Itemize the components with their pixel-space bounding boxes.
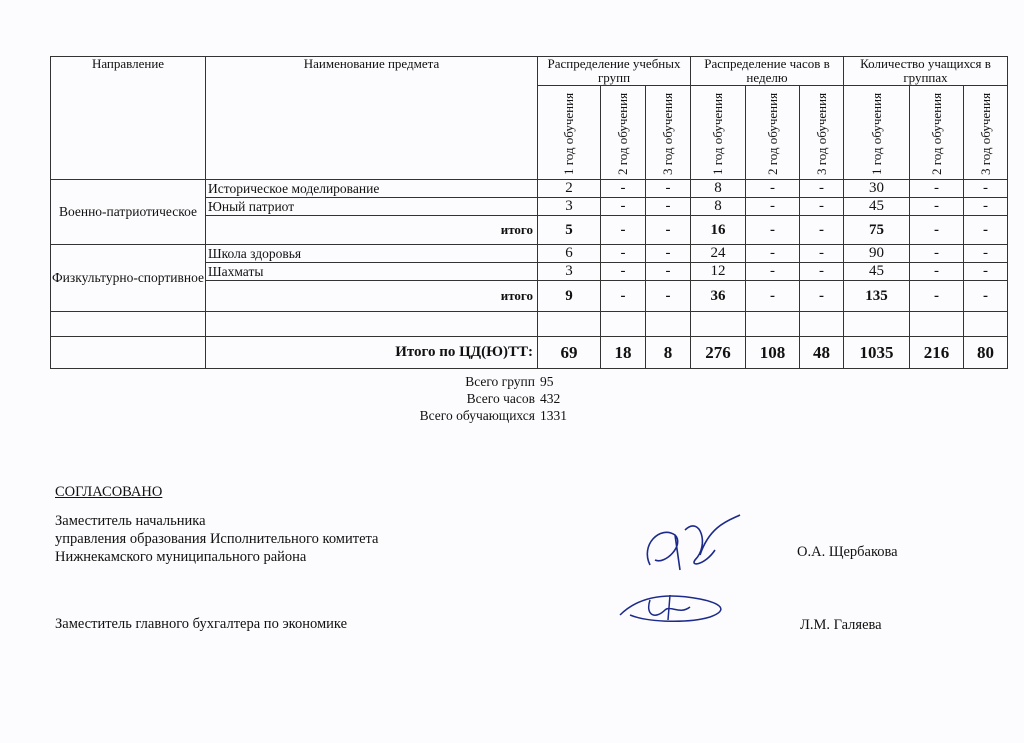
value-cell: 45 — [844, 198, 910, 216]
signature-2-icon — [610, 585, 740, 635]
empty-cell — [964, 312, 1008, 337]
value-cell: - — [964, 198, 1008, 216]
value-cell: - — [910, 281, 964, 312]
subject-cell: Школа здоровья — [206, 245, 538, 263]
value-cell: 30 — [844, 180, 910, 198]
header-year-2 — [746, 86, 800, 180]
position1-line1: Заместитель начальника — [55, 513, 206, 529]
value-cell: - — [746, 180, 800, 198]
header-year-2 — [601, 86, 646, 180]
summary-value: 1331 — [540, 408, 567, 423]
grand-total-row — [51, 337, 1008, 369]
summary-label: Всего обучающихся — [419, 408, 535, 423]
value-cell: - — [646, 198, 691, 216]
value-cell: - — [601, 245, 646, 263]
value-cell: - — [746, 245, 800, 263]
value-cell: - — [964, 245, 1008, 263]
value-cell: 90 — [844, 245, 910, 263]
empty-cell — [538, 312, 601, 337]
curriculum-table — [50, 56, 1008, 369]
header-year-label: 1 год обучения — [561, 92, 576, 175]
empty-row — [51, 312, 1008, 337]
value-cell: 276 — [691, 337, 746, 369]
value-cell: 36 — [691, 281, 746, 312]
value-cell: - — [800, 216, 844, 245]
subject-cell: Историческое моделирование — [206, 180, 538, 198]
value-cell: - — [746, 281, 800, 312]
header-year-3 — [646, 86, 691, 180]
value-cell: - — [646, 263, 691, 281]
header-year-label: 3 год обучения — [977, 92, 993, 175]
value-cell: - — [964, 263, 1008, 281]
value-cell: - — [800, 180, 844, 198]
value-cell: 6 — [538, 245, 601, 263]
value-cell: 12 — [691, 263, 746, 281]
value-cell: - — [601, 216, 646, 245]
header-year-3 — [964, 86, 1008, 180]
value-cell: - — [646, 281, 691, 312]
empty-cell — [601, 312, 646, 337]
value-cell: 8 — [691, 198, 746, 216]
summary-labels — [360, 373, 535, 424]
position1-line3: Нижнекамского муниципального района — [55, 549, 307, 565]
empty-cell — [746, 312, 800, 337]
value-cell: - — [646, 216, 691, 245]
direction-cell: Военно-патриотическое — [51, 180, 206, 245]
value-cell: - — [746, 198, 800, 216]
summary-label: Всего групп — [465, 374, 535, 389]
subject-cell: Шахматы — [206, 263, 538, 281]
header-students: Количество учащихся в группах — [844, 57, 1008, 86]
summary-values — [540, 373, 567, 424]
value-cell: - — [800, 281, 844, 312]
table-row — [51, 245, 1008, 263]
header-year-label: 2 год обучения — [764, 92, 780, 175]
value-cell: 2 — [538, 180, 601, 198]
value-cell: - — [646, 245, 691, 263]
header-subject: Наименование предмета — [206, 57, 538, 180]
position2: Заместитель главного бухгалтера по экономике — [55, 616, 348, 632]
empty-cell — [51, 337, 206, 369]
value-cell: 108 — [746, 337, 800, 369]
subtotal-label: итого — [206, 216, 538, 245]
value-cell: 16 — [691, 216, 746, 245]
subtotal-label: итого — [206, 281, 538, 312]
empty-cell — [51, 312, 206, 337]
header-year-label: 1 год обучения — [868, 92, 884, 175]
header-year-label: 2 год обучения — [928, 92, 944, 175]
empty-cell — [691, 312, 746, 337]
table-row — [51, 180, 1008, 198]
header-year-label: 3 год обучения — [660, 92, 675, 175]
empty-cell — [800, 312, 844, 337]
empty-cell — [646, 312, 691, 337]
header-year-1 — [538, 86, 601, 180]
empty-cell — [206, 312, 538, 337]
value-cell: 45 — [844, 263, 910, 281]
header-year-label: 1 год обучения — [710, 92, 725, 175]
header-year-2 — [910, 86, 964, 180]
value-cell: - — [746, 263, 800, 281]
value-cell: 80 — [964, 337, 1008, 369]
value-cell: 69 — [538, 337, 601, 369]
summary-label: Всего часов — [466, 391, 535, 406]
value-cell: - — [800, 263, 844, 281]
value-cell: - — [800, 245, 844, 263]
signatory-name-2: Л.М. Галяева — [800, 617, 882, 633]
value-cell: 3 — [538, 198, 601, 216]
summary-value: 95 — [540, 374, 554, 389]
value-cell: - — [746, 216, 800, 245]
header-year-label: 2 год обучения — [615, 92, 630, 175]
signatory-name-1: О.А. Щербакова — [797, 544, 898, 560]
value-cell: - — [964, 180, 1008, 198]
header-hours: Распределение часов в неделю — [691, 57, 844, 86]
header-year-label: 3 год обучения — [813, 92, 829, 175]
value-cell: 48 — [800, 337, 844, 369]
header-groups: Распределение учебных групп — [538, 57, 691, 86]
position1-line2: управления образования Исполнительного комитета — [55, 531, 379, 547]
header-year-1 — [691, 86, 746, 180]
value-cell: 75 — [844, 216, 910, 245]
value-cell: 5 — [538, 216, 601, 245]
value-cell: - — [910, 263, 964, 281]
grand-total-label: Итого по ЦД(Ю)ТТ: — [206, 337, 538, 369]
value-cell: 8 — [646, 337, 691, 369]
value-cell: 1035 — [844, 337, 910, 369]
value-cell: 9 — [538, 281, 601, 312]
header-year-1 — [844, 86, 910, 180]
value-cell: 135 — [844, 281, 910, 312]
value-cell: - — [964, 216, 1008, 245]
empty-cell — [910, 312, 964, 337]
subject-cell: Юный патриот — [206, 198, 538, 216]
empty-cell — [844, 312, 910, 337]
value-cell: - — [910, 245, 964, 263]
value-cell: - — [601, 198, 646, 216]
approval-heading: СОГЛАСОВАНО — [55, 484, 163, 500]
direction-cell: Физкультурно-спортивное — [51, 245, 206, 312]
value-cell: - — [910, 198, 964, 216]
signature-1-icon — [630, 505, 750, 585]
value-cell: 3 — [538, 263, 601, 281]
value-cell: 18 — [601, 337, 646, 369]
value-cell: 8 — [691, 180, 746, 198]
value-cell: - — [964, 281, 1008, 312]
value-cell: - — [601, 180, 646, 198]
header-direction: Направление — [51, 57, 206, 180]
value-cell: - — [910, 180, 964, 198]
value-cell: - — [601, 263, 646, 281]
value-cell: - — [910, 216, 964, 245]
value-cell: - — [601, 281, 646, 312]
value-cell: - — [646, 180, 691, 198]
summary-value: 432 — [540, 391, 561, 406]
value-cell: 216 — [910, 337, 964, 369]
value-cell: 24 — [691, 245, 746, 263]
value-cell: - — [800, 198, 844, 216]
header-year-3 — [800, 86, 844, 180]
